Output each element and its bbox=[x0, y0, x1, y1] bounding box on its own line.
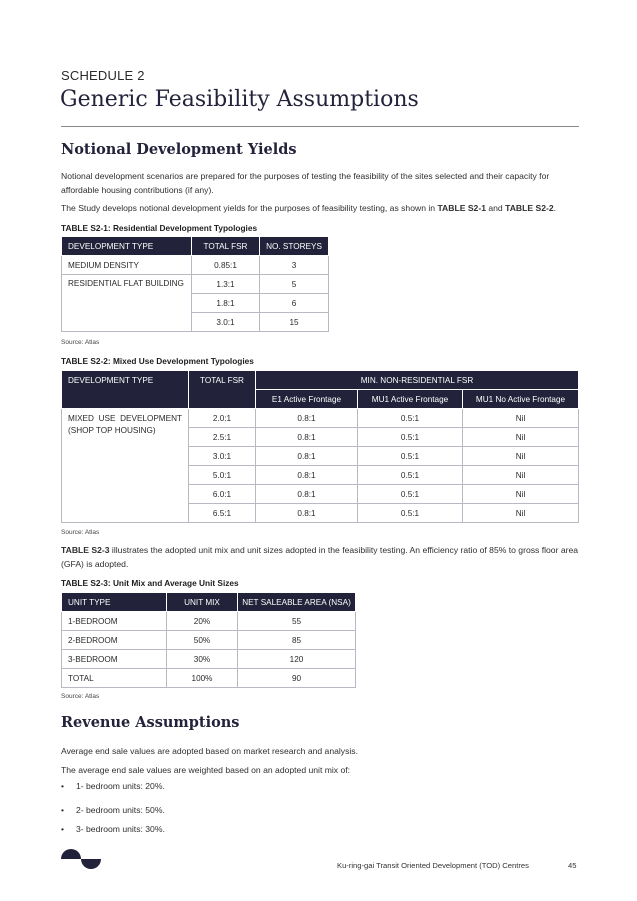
schedule-label: SCHEDULE 2 bbox=[61, 68, 145, 83]
table-s2-2-caption: TABLE S2-2: Mixed Use Development Typologies bbox=[61, 356, 254, 366]
table-cell: 0.8:1 bbox=[256, 428, 358, 447]
table-cell: 55 bbox=[238, 612, 356, 631]
table-cell: 0.8:1 bbox=[256, 447, 358, 466]
table-cell: 1.8:1 bbox=[192, 294, 260, 313]
table-ref-s2-3: TABLE S2-3 bbox=[61, 545, 110, 555]
section-heading-revenue: Revenue Assumptions bbox=[61, 714, 240, 731]
revenue-paragraph-1: Average end sale values are adopted based on market research and analysis. bbox=[61, 746, 358, 756]
table-header-row bbox=[62, 237, 329, 256]
table-cell: 2-BEDROOM bbox=[62, 631, 167, 650]
table-cell: 0.85:1 bbox=[192, 256, 260, 275]
revenue-paragraph-2: The average end sale values are weighted based on an adopted unit mix of: bbox=[61, 765, 351, 775]
table-header-row bbox=[62, 371, 579, 390]
bullet-icon: • bbox=[61, 781, 65, 791]
table-cell: 3 bbox=[260, 256, 329, 275]
bullet-icon: • bbox=[61, 824, 65, 834]
col-header: NO. STOREYS bbox=[260, 237, 329, 256]
table-cell: 0.8:1 bbox=[256, 409, 358, 428]
table-cell: RESIDENTIAL FLAT BUILDING bbox=[62, 275, 192, 332]
table-cell: 3-BEDROOM bbox=[62, 650, 167, 669]
table-cell: 120 bbox=[238, 650, 356, 669]
col-header: UNIT TYPE bbox=[62, 593, 167, 612]
table-s2-3-caption: TABLE S2-3: Unit Mix and Average Unit Sizes bbox=[61, 578, 239, 588]
table-row bbox=[62, 650, 356, 669]
table-cell: 3.0:1 bbox=[189, 447, 256, 466]
table-cell: 30% bbox=[167, 650, 238, 669]
table-cell: 5 bbox=[260, 275, 329, 294]
table-cell: 0.5:1 bbox=[358, 409, 463, 428]
col-header: NET SALEABLE AREA (NSA) bbox=[238, 593, 356, 612]
section-heading-yields: Notional Development Yields bbox=[61, 141, 297, 158]
bullet-icon: • bbox=[61, 805, 65, 815]
table-cell: 1-BEDROOM bbox=[62, 612, 167, 631]
table-cell: Nil bbox=[463, 485, 579, 504]
residential-typologies-table bbox=[61, 236, 329, 332]
mixed-use-typologies-table bbox=[61, 370, 579, 523]
table-row bbox=[62, 409, 579, 428]
yields-paragraph-1: Notional development scenarios are prepared for the purposes of testing the feasibility of the sites selected and their capacity for affordable housing contributions (if any). bbox=[61, 171, 550, 195]
table-cell: 0.5:1 bbox=[358, 447, 463, 466]
table-cell: 6 bbox=[260, 294, 329, 313]
col-subheader: E1 Active Frontage bbox=[256, 390, 358, 409]
table-cell: 0.8:1 bbox=[256, 485, 358, 504]
table-cell: 1.3:1 bbox=[192, 275, 260, 294]
col-header: TOTAL FSR bbox=[189, 371, 256, 409]
col-header: TOTAL FSR bbox=[192, 237, 260, 256]
table-header-row bbox=[62, 593, 356, 612]
table-cell: Nil bbox=[463, 447, 579, 466]
footer-title: Ku-ring-gai Transit Oriented Development (TOD) Centres bbox=[337, 861, 529, 870]
table-row bbox=[62, 612, 356, 631]
table-cell: 2.0:1 bbox=[189, 409, 256, 428]
table-cell: 0.5:1 bbox=[358, 466, 463, 485]
table-cell: Nil bbox=[463, 428, 579, 447]
table-cell: 0.8:1 bbox=[256, 504, 358, 523]
table-cell: 6.0:1 bbox=[189, 485, 256, 504]
table-s2-3-source: Source: Atlas bbox=[61, 693, 100, 700]
table-cell: 5.0:1 bbox=[189, 466, 256, 485]
unit-mix-table bbox=[61, 592, 356, 688]
col-subheader: MU1 Active Frontage bbox=[358, 390, 463, 409]
table-cell: 50% bbox=[167, 631, 238, 650]
table-cell: 3.0:1 bbox=[192, 313, 260, 332]
table-cell: MEDIUM DENSITY bbox=[62, 256, 192, 275]
table-ref-s2-1: TABLE S2-1 bbox=[437, 203, 486, 213]
table-cell: MIXED USE DEVELOPMENT (SHOP TOP HOUSING) bbox=[62, 409, 189, 523]
page-title: Generic Feasibility Assumptions bbox=[60, 87, 419, 112]
table-cell: 2.5:1 bbox=[189, 428, 256, 447]
table-cell: 100% bbox=[167, 669, 238, 688]
table-s2-2-source: Source: Atlas bbox=[61, 529, 100, 536]
col-header: UNIT MIX bbox=[167, 593, 238, 612]
table-s2-1-caption: TABLE S2-1: Residential Development Typologies bbox=[61, 223, 258, 233]
table-cell: 20% bbox=[167, 612, 238, 631]
table-cell: 0.5:1 bbox=[358, 504, 463, 523]
table-row bbox=[62, 669, 356, 688]
table-row bbox=[62, 631, 356, 650]
table-s2-1-source: Source: Atlas bbox=[61, 339, 100, 346]
col-header: MIN. NON-RESIDENTIAL FSR bbox=[256, 371, 579, 390]
atlas-wave-logo-icon bbox=[61, 848, 101, 870]
table-cell: Nil bbox=[463, 504, 579, 523]
page-number: 45 bbox=[568, 861, 577, 870]
unit-mix-paragraph: TABLE S2-3 illustrates the adopted unit mix and unit sizes adopted in the feasibility testing. An efficiency ratio of 85% to gross floor area (GFA) is adopted. bbox=[61, 545, 579, 569]
table-cell: 85 bbox=[238, 631, 356, 650]
table-ref-s2-2: TABLE S2-2 bbox=[505, 203, 554, 213]
table-cell: 15 bbox=[260, 313, 329, 332]
table-row bbox=[62, 275, 329, 294]
table-cell: 0.8:1 bbox=[256, 466, 358, 485]
col-subheader: MU1 No Active Frontage bbox=[463, 390, 579, 409]
title-divider bbox=[61, 126, 579, 127]
table-cell: 0.5:1 bbox=[358, 485, 463, 504]
yields-paragraph-2: The Study develops notional development yields for the purposes of feasibility testing, as shown in TABLE S2-1 and TABLE S2-2. bbox=[61, 203, 557, 213]
col-header: DEVELOPMENT TYPE bbox=[62, 371, 189, 409]
table-cell: TOTAL bbox=[62, 669, 167, 688]
table-cell: 90 bbox=[238, 669, 356, 688]
table-row bbox=[62, 256, 329, 275]
table-cell: 0.5:1 bbox=[358, 428, 463, 447]
table-cell: 6.5:1 bbox=[189, 504, 256, 523]
table-cell: Nil bbox=[463, 409, 579, 428]
table-cell: Nil bbox=[463, 466, 579, 485]
col-header: DEVELOPMENT TYPE bbox=[62, 237, 192, 256]
